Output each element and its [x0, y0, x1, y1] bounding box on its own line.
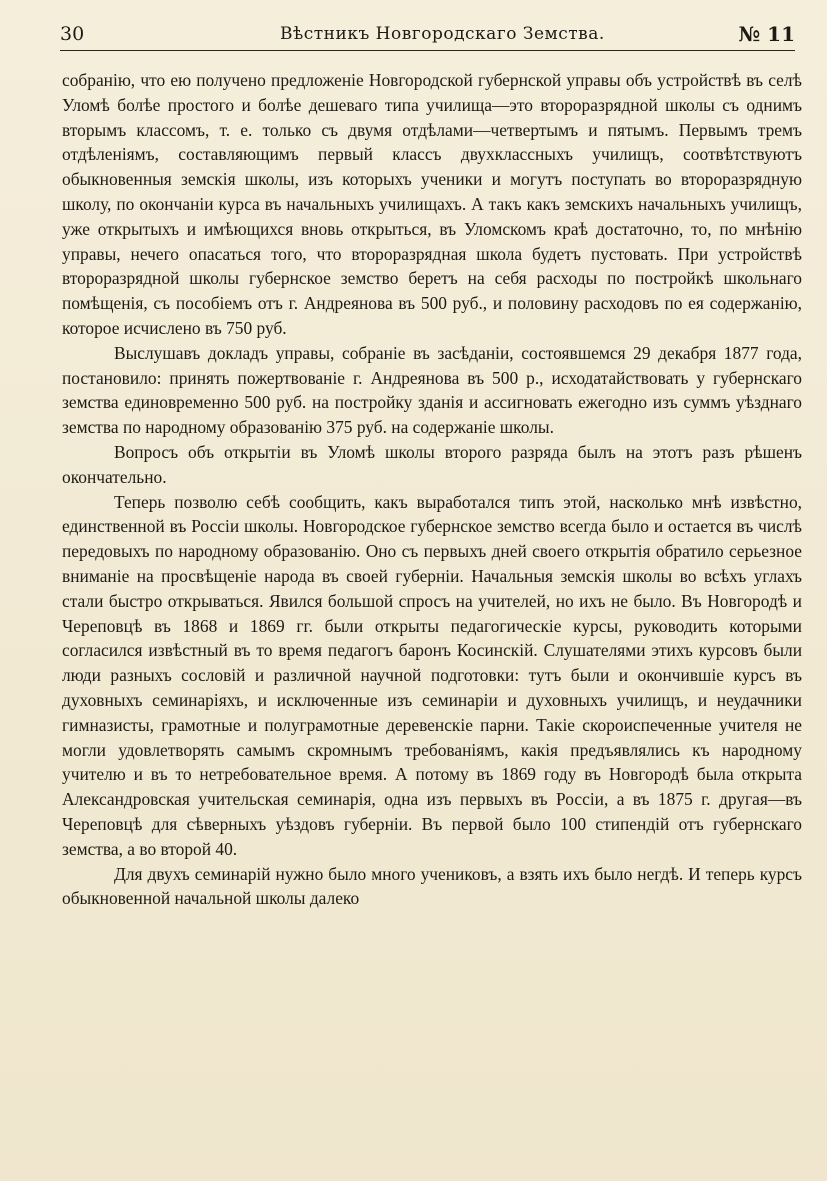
paragraph-1: собранію, что ею получено предложеніе Новгородской губернской управы объ устройствѣ въ селѣ Уломѣ болѣе простого и болѣе дешеваго типа училища—это второразрядной школы съ однимъ вторымъ классомъ, т. е. только съ двумя отдѣлами—четвертымъ и пятымъ. Первымъ тремъ отдѣленіямъ, составляющимъ первый классъ двухклассныхъ училищъ, соотвѣтствуютъ обыкновенныя земскія школы, изъ которыхъ ученики и могутъ поступать во второразрядную школу, по окончаніи курса въ начальныхъ училищахъ. А такъ какъ земскихъ начальныхъ училищъ, уже открытыхъ и имѣющихся вновь открыться, въ Уломскомъ краѣ достаточно, то, по мнѣнію управы, нечего опасаться того, что второразрядная школа будетъ пустовать. При устройствѣ второразрядной школы губернское земство беретъ на себя расходы по постройкѣ школьнаго помѣщенія, съ пособіемъ отъ г. Андреянова въ 500 руб., и половину расходовъ по ея содержанію, которое исчислено въ 750 руб.	[62, 70, 802, 338]
running-header	[60, 20, 795, 51]
paragraph-4: Теперь позволю себѣ сообщить, какъ выработался типъ этой, насколько мнѣ извѣстно, единственной въ Россіи школы. Новгородское губернское земство всегда было и остается въ числѣ передовыхъ по народному образованію. Оно съ первыхъ дней своего открытія обратило серьезное вниманіе на просвѣщеніе народа въ своей губерніи. Начальныя земскія школы во всѣхъ углахъ стали быстро открываться. Явился большой спросъ на учителей, но ихъ не было. Въ Новгородѣ и Череповцѣ въ 1868 и 1869 гг. были открыты педагогическіе курсы, руководить которыми согласился извѣстный въ то время педагогъ баронъ Косинскій. Слушателями этихъ курсовъ были люди разныхъ сословій и различной научной подготовки: тутъ были и окончившіе курсъ въ духовныхъ семинаріяхъ, и исключенные изъ семинаріи и духовныхъ училищъ, и неудачники гимназисты, грамотные и полуграмотные деревенскіе парни. Такіе скороиспеченные учителя не могли удовлетворять самымъ скромнымъ требованіямъ, какія предъявлялись къ народному учителю и въ то нетребовательное время. А потому въ 1869 году въ Новгородѣ была открыта Александровская учительская семинарія, одна изъ первыхъ въ Россіи, а въ 1875 г. другая—въ Череповцѣ для сѣверныхъ уѣздовъ губерніи. Въ первой было 100 стипендій отъ губернскаго земства, а во второй 40.	[62, 491, 802, 859]
page-number: 30	[60, 23, 85, 45]
paragraph-2: Выслушавъ докладъ управы, собраніе въ засѣданіи, состоявшемся 29 декабря 1877 года, постановило: принять пожертвованіе г. Андреянова въ 500 р., исходатайствовать у губернскаго земства единовременно 500 руб. на постройку зданія и ассигновать ежегодно изъ суммъ уѣзднаго земства по народному образованію 375 руб. на содержаніе школы.	[62, 342, 802, 438]
issue-number: № 11	[738, 22, 795, 46]
article-body	[62, 68, 802, 911]
paragraph-5: Для двухъ семинарій нужно было много учениковъ, а взять ихъ было негдѣ. И теперь курсъ обыкновенной начальной школы далеко	[62, 863, 802, 909]
paragraph-3: Вопросъ объ открытіи въ Уломѣ школы второго разряда былъ на этотъ разъ рѣшенъ окончательно.	[62, 441, 802, 487]
journal-title: Вѣстникъ Новгородскаго Земства.	[280, 24, 605, 44]
